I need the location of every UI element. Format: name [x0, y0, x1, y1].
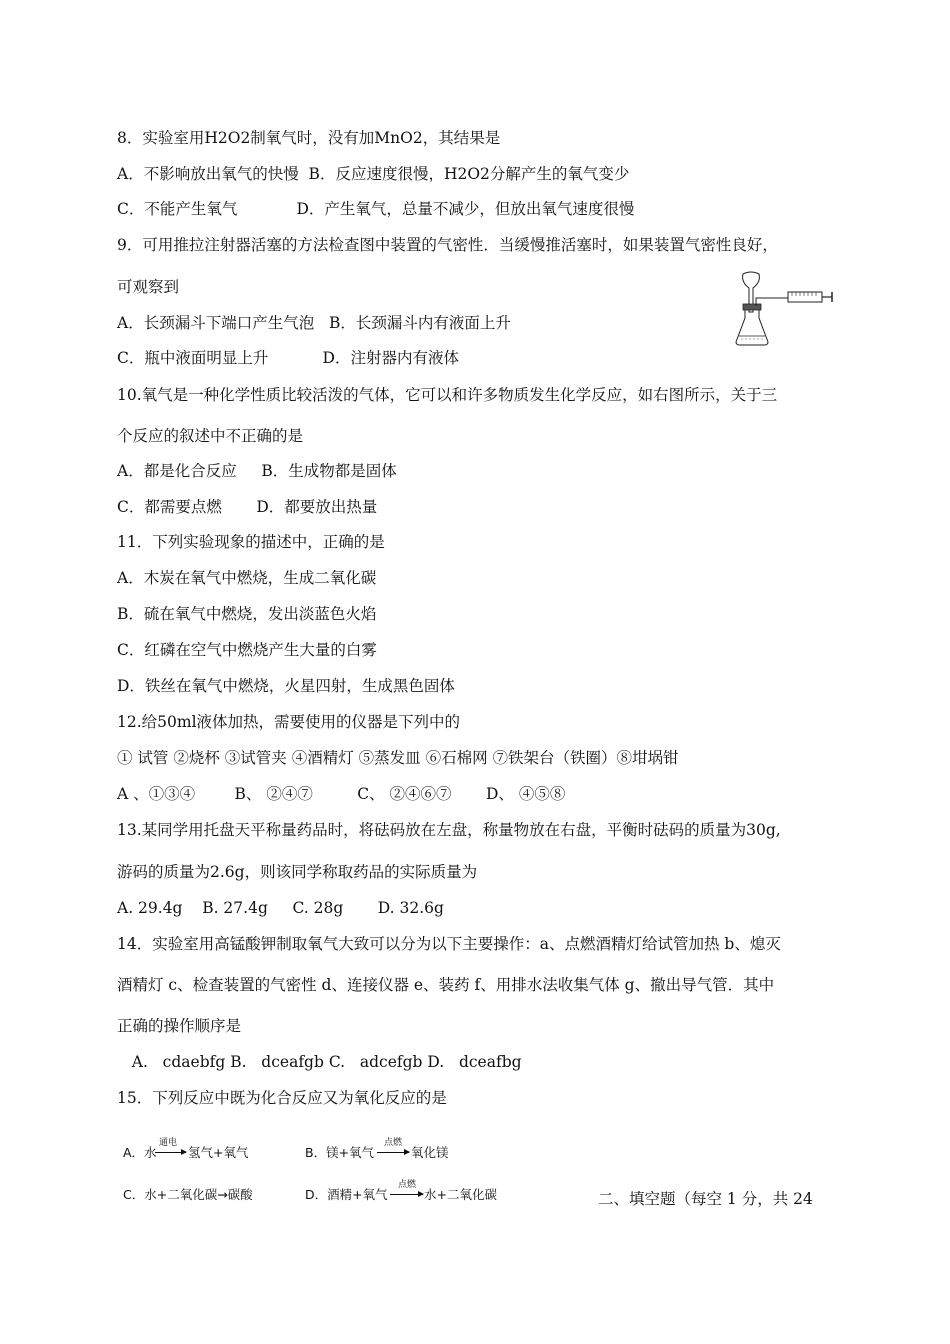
q14-stem-line3: 正确的操作顺序是 [117, 1017, 242, 1035]
q14-stem-line2: 酒精灯 c、检查装置的气密性 d、连接仪器 e、装药 f、用排水法收集气体 g、撤出导气管．其中 [117, 976, 775, 994]
q10-options-cd: C．都需要点燃 D．都要放出热量 [117, 498, 378, 516]
q8-stem: 8．实验室用H2O2制氧气时，没有加MnO2，其结果是 [117, 129, 501, 147]
q9-options-ab: A．长颈漏斗下端口产生气泡 B．长颈漏斗内有液面上升 [117, 314, 511, 332]
q11-option-a: A．木炭在氧气中燃烧，生成二氧化碳 [117, 569, 377, 587]
q13-stem-line2: 游码的质量为2.6g，则该同学称取药品的实际质量为 [117, 863, 478, 881]
q9-stem-line2: 可观察到 [117, 278, 180, 296]
q15-option-b-product: 氧化镁 [411, 1145, 449, 1160]
q15-option-d-arrow [390, 1194, 423, 1195]
q15-option-a-products: 氢气+氧气 [188, 1145, 249, 1160]
q13-options: A. 29.4g B. 27.4g C. 28g D. 32.6g [117, 899, 444, 917]
q15-option-d-condition: 点燃 [398, 1180, 417, 1190]
q15-option-b-arrow [377, 1152, 409, 1153]
q12-items: ① 试管 ②烧杯 ③试管夹 ④酒精灯 ⑤蒸发皿 ⑥石棉网 ⑦铁架台（铁圈）⑧坩埚钳 [117, 749, 679, 767]
q11-option-c: C．红磷在空气中燃烧产生大量的白雾 [117, 641, 377, 659]
q15-option-d-products: 水+二氧化碳 [424, 1187, 497, 1202]
section2-header: 二、填空题（每空 1 分，共 24 [598, 1190, 813, 1208]
q15-stem: 15．下列反应中既为化合反应又为氧化反应的是 [117, 1089, 447, 1107]
q10-options-ab: A．都是化合反应 B．生成物都是固体 [117, 462, 397, 480]
apparatus-figure [728, 268, 840, 350]
q11-option-d: D．铁丝在氧气中燃烧，火星四射，生成黑色固体 [117, 677, 455, 695]
q15-option-c: C．水+二氧化碳→碳酸 [123, 1187, 253, 1202]
q15-option-b-condition: 点燃 [384, 1138, 403, 1148]
q14-options: A. cdaebfg B. dceafgb C. adcefgb D. dceafbg [117, 1053, 522, 1071]
q15-option-a-arrow [155, 1152, 186, 1153]
q15-option-d-reactants: D．酒精+氧气 [305, 1187, 388, 1202]
q8-options-cd: C．不能产生氧气 D．产生氧气，总量不减少，但放出氧气速度很慢 [117, 200, 635, 218]
q9-options-cd: C．瓶中液面明显上升 D．注射器内有液体 [117, 349, 459, 367]
q15-option-b-reactants: B．镁+氧气 [305, 1145, 375, 1160]
q11-option-b: B．硫在氧气中燃烧，发出淡蓝色火焰 [117, 605, 377, 623]
q11-stem: 11．下列实验现象的描述中，正确的是 [117, 533, 385, 551]
q15-option-a-condition: 通电 [159, 1138, 178, 1148]
q9-stem-line1: 9．可用推拉注射器活塞的方法检查图中装置的气密性．当缓慢推活塞时，如果装置气密性良好， [117, 236, 778, 254]
q12-stem: 12.给50ml液体加热，需要使用的仪器是下列中的 [117, 713, 461, 731]
q14-stem-line1: 14．实验室用高锰酸钾制取氧气大致可以分为以下主要操作：a、点燃酒精灯给试管加热 b、熄灭 [117, 935, 781, 953]
q10-stem-line1: 10.氧气是一种化学性质比较活泼的气体，它可以和许多物质发生化学反应，如右图所示，关于三 [117, 386, 778, 404]
q15-option-a-reactant: A．水 [123, 1145, 157, 1160]
q12-options: A 、①③④ B、 ②④⑦ C、 ②④⑥⑦ D、 ④⑤⑧ [117, 785, 566, 803]
q13-stem-line1: 13.某同学用托盘天平称量药品时，将砝码放在左盘，称量物放在右盘，平衡时砝码的质量为30g, [117, 821, 781, 839]
q10-stem-line2: 个反应的叙述中不正确的是 [117, 427, 304, 445]
q8-options-ab: A．不影响放出氧气的快慢 B．反应速度很慢，H2O2分解产生的氧气变少 [117, 165, 630, 183]
